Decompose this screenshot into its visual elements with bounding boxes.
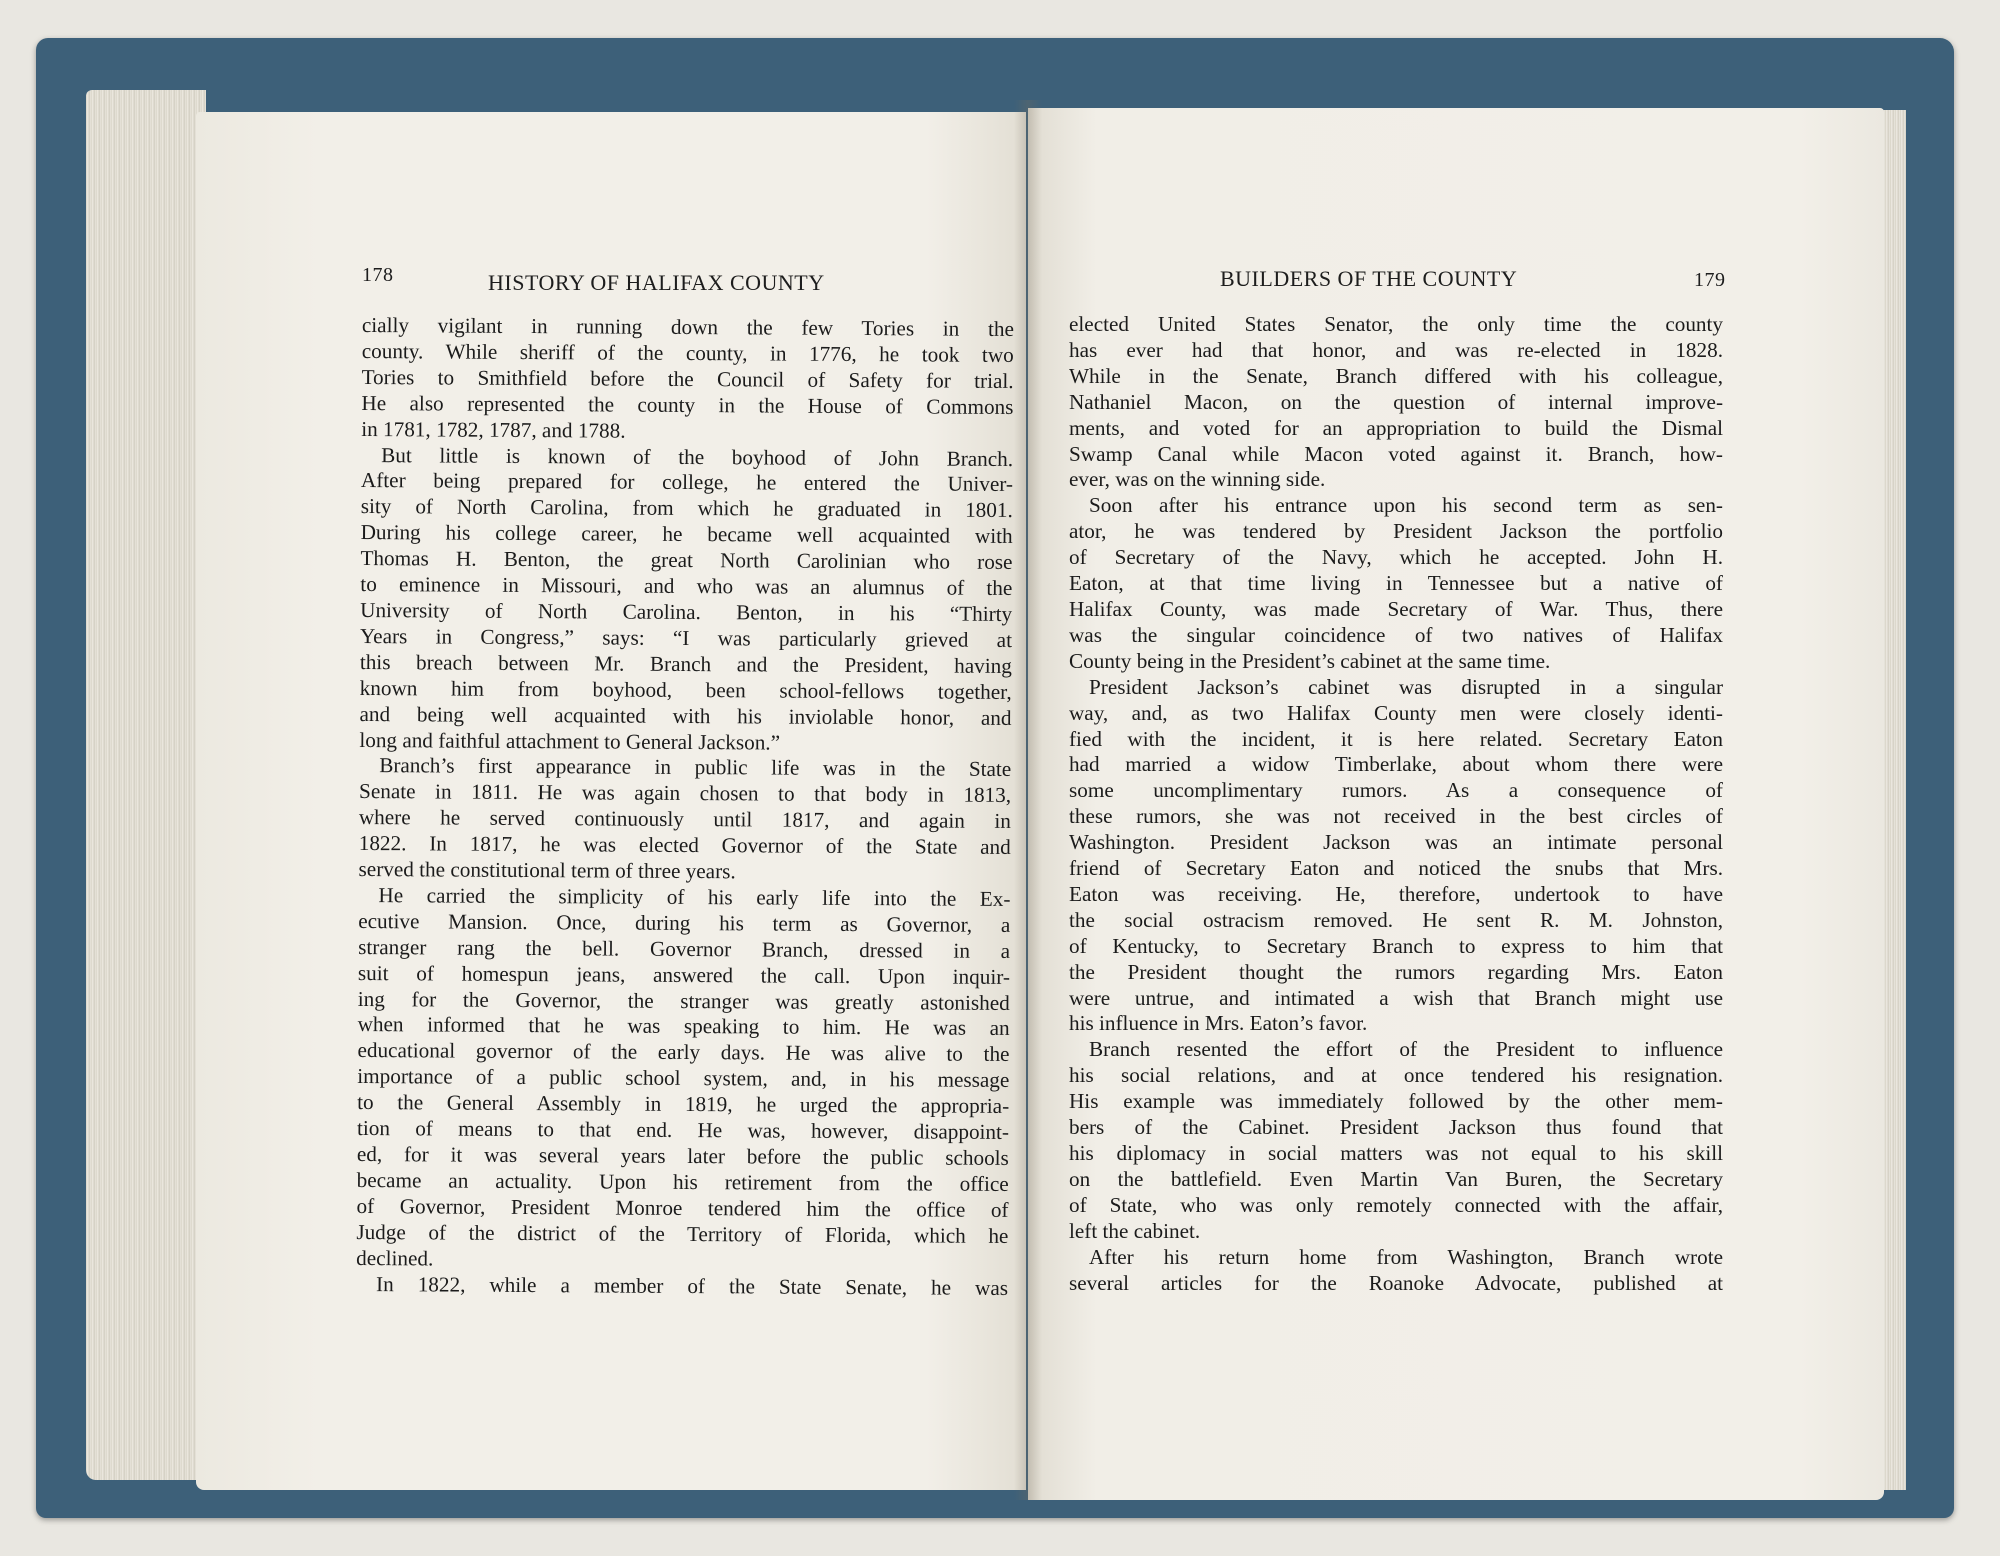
text-line: county. While sheriff of the county, in 1776, he took two bbox=[361, 338, 1014, 367]
text-line: stranger rang the bell. Governor Branch, dressed in a bbox=[358, 934, 1011, 963]
text-line: and being well acquainted with his inviolable honor, and bbox=[359, 701, 1012, 730]
text-line: During his college career, he became well acquainted with bbox=[360, 520, 1013, 549]
text-line: suit of homespun jeans, answered the call. Upon inquir- bbox=[357, 960, 1011, 989]
right-page-number: 179 bbox=[1694, 269, 1726, 291]
text-line: to eminence in Missouri, and who was an alumnus of the bbox=[360, 572, 1013, 601]
text-line: In 1822, while a member of the State Senate, he was bbox=[375, 1271, 1009, 1300]
right-running-head: BUILDERS OF THE COUNTY bbox=[1220, 266, 1518, 291]
text-line: tion of means to that end. He was, however, disappoint- bbox=[356, 1116, 1010, 1145]
text-line: Senate in 1811. He was again chosen to that body in 1813, bbox=[359, 779, 1012, 808]
text-line: educational governor of the early days. He was alive to the bbox=[357, 1038, 1010, 1067]
text-line: served the constitutional term of three years. bbox=[358, 857, 736, 884]
text-line: Branch’s first appearance in public life was in the State bbox=[379, 753, 1012, 782]
text-line: left the cabinet. bbox=[1069, 1218, 1201, 1243]
text-line: were untrue, and intimated a wish that Branch might use bbox=[1069, 985, 1723, 1010]
text-line: Eaton, at that time living in Tennessee but a native of bbox=[1069, 571, 1723, 596]
text-line: his social relations, and at once tendered his resignation. bbox=[1069, 1063, 1723, 1088]
text-line: ever, was on the winning side. bbox=[1069, 467, 1326, 492]
text-line: of Kentucky, to Secretary Branch to express to him that bbox=[1069, 933, 1723, 958]
text-line: He also represented the county in the House of Commons bbox=[361, 390, 1014, 419]
text-line: ator, he was tendered by President Jackson the portfolio bbox=[1069, 519, 1723, 544]
text-line: elected United States Senator, the only time the county bbox=[1069, 312, 1723, 336]
text-line: After being prepared for college, he entered the Univer- bbox=[360, 468, 1014, 497]
text-line: fied with the incident, it is here related. Secretary Eaton bbox=[1069, 726, 1723, 751]
text-line: bers of the Cabinet. President Jackson thus found that bbox=[1069, 1115, 1723, 1140]
text-line: way, and, as two Halifax County men were closely identi- bbox=[1069, 700, 1723, 725]
text-line: cially vigilant in running down the few Tories in the bbox=[361, 313, 1014, 341]
text-line: Thomas H. Benton, the great North Carolinian who rose bbox=[360, 546, 1013, 575]
page-edges-left bbox=[86, 90, 206, 1480]
text-line: sity of North Carolina, from which he graduated in 1801. bbox=[360, 494, 1013, 523]
book-gutter bbox=[1014, 100, 1042, 1500]
text-line: Halifax County, was made Secretary of War. Thus, there bbox=[1069, 596, 1723, 621]
text-line: was the singular coincidence of two natives of Halifax bbox=[1069, 622, 1723, 647]
text-line: long and faithful attachment to General Jackson.” bbox=[359, 727, 781, 755]
text-line: Branch resented the effort of the President to influence bbox=[1089, 1037, 1723, 1062]
text-line: Judge of the district of the Territory of Florida, which he bbox=[356, 1219, 1009, 1248]
text-line: Years in Congress,” says: “I was particularly grieved at bbox=[359, 623, 1013, 652]
text-line: the social ostracism removed. He sent R. M. Johnston, bbox=[1069, 907, 1723, 932]
text-line: importance of a public school system, and, in his message bbox=[357, 1064, 1010, 1093]
left-running-head: HISTORY OF HALIFAX COUNTY bbox=[488, 270, 825, 295]
left-page-number: 178 bbox=[362, 264, 394, 286]
text-line: After his return home from Washington, Branch wrote bbox=[1089, 1244, 1723, 1269]
text-line: ed, for it was several years later before the public schools bbox=[356, 1141, 1009, 1170]
text-line: Soon after his entrance upon his second term as sen- bbox=[1089, 493, 1723, 518]
text-line: ecutive Mansion. Once, during his term as Governor, a bbox=[358, 908, 1011, 937]
text-line: of Secretary of the Navy, which he accepted. John H. bbox=[1069, 545, 1723, 570]
text-line: But little is known of the boyhood of John Branch. bbox=[381, 442, 1014, 471]
text-line: declined. bbox=[356, 1245, 434, 1271]
text-line: this breach between Mr. Branch and the President, having bbox=[359, 649, 1012, 678]
text-line: Swamp Canal while Macon voted against it. Branch, how- bbox=[1069, 441, 1723, 466]
text-line: of State, who was only remotely connected with the affair, bbox=[1069, 1192, 1723, 1217]
text-line: on the battlefield. Even Martin Van Buren, the Secretary bbox=[1069, 1166, 1723, 1191]
text-line: has ever had that honor, and was re-elected in 1828. bbox=[1069, 337, 1723, 362]
left-page-body-text bbox=[356, 313, 1014, 1301]
text-line: became an actuality. Upon his retirement from the office bbox=[356, 1167, 1009, 1196]
text-line: County being in the President’s cabinet at the same time. bbox=[1069, 648, 1551, 673]
text-line: when informed that he was speaking to him. He was an bbox=[357, 1012, 1010, 1041]
text-line: friend of Secretary Eaton and noticed the snubs that Mrs. bbox=[1069, 856, 1723, 881]
text-line: Washington. President Jackson was an intimate personal bbox=[1069, 830, 1723, 855]
text-line: Eaton was receiving. He, therefore, undertook to have bbox=[1069, 881, 1723, 906]
text-line: to the General Assembly in 1819, he urged the appropria- bbox=[357, 1090, 1010, 1119]
text-line: University of North Carolina. Benton, in his “Thirty bbox=[360, 597, 1013, 626]
text-line: his diplomacy in social matters was not equal to his skill bbox=[1069, 1141, 1723, 1165]
text-line: some uncomplimentary rumors. As a consequence of bbox=[1069, 778, 1723, 803]
text-line: 1822. In 1817, he was elected Governor of the State and bbox=[358, 831, 1011, 860]
text-line: His example was immediately followed by the other mem- bbox=[1069, 1089, 1723, 1114]
text-line: in 1781, 1782, 1787, and 1788. bbox=[361, 416, 626, 443]
text-line: had married a widow Timberlake, about whom there were bbox=[1069, 752, 1723, 777]
right-page-body-text bbox=[1069, 312, 1723, 1296]
text-line: where he served continuously until 1817, and again in bbox=[358, 805, 1011, 834]
text-line: of Governor, President Monroe tendered him the office of bbox=[356, 1193, 1009, 1222]
text-line: known him from boyhood, been school-fellows together, bbox=[359, 675, 1012, 704]
text-line: these rumors, she was not received in the best circles of bbox=[1069, 804, 1723, 829]
text-line: several articles for the Roanoke Advocate, published at bbox=[1069, 1270, 1723, 1295]
text-line: his influence in Mrs. Eaton’s favor. bbox=[1069, 1011, 1368, 1036]
text-line: While in the Senate, Branch differed with his colleague, bbox=[1069, 363, 1723, 388]
text-line: President Jackson’s cabinet was disrupted in a singular bbox=[1089, 674, 1723, 699]
text-line: Nathaniel Macon, on the question of internal improve- bbox=[1069, 389, 1723, 414]
text-line: the President thought the rumors regarding Mrs. Eaton bbox=[1069, 959, 1723, 984]
text-line: He carried the simplicity of his early life into the Ex- bbox=[378, 883, 1011, 911]
text-line: ments, and voted for an appropriation to build the Dismal bbox=[1069, 415, 1723, 440]
text-line: ing for the Governor, the stranger was greatly astonished bbox=[357, 986, 1010, 1015]
text-line: Tories to Smithfield before the Council of Safety for trial. bbox=[361, 364, 1014, 393]
